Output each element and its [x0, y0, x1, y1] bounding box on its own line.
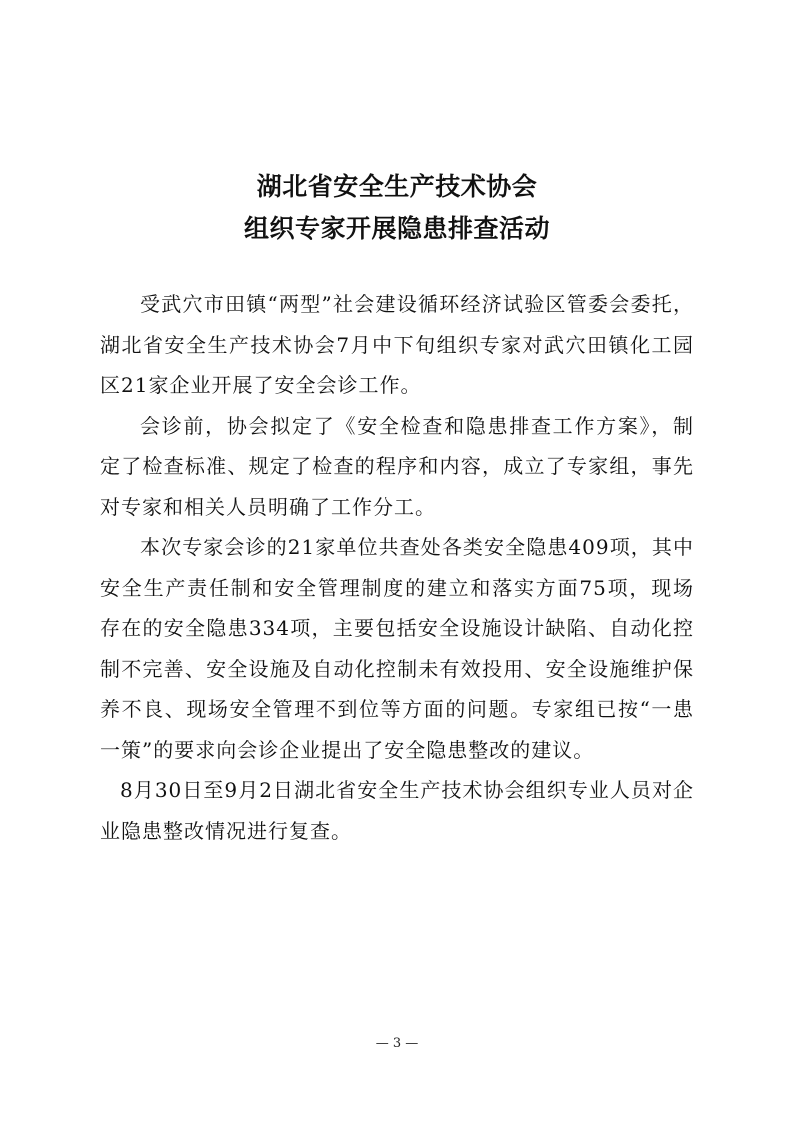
document-body — [100, 284, 694, 851]
paragraph-1: 受武穴市田镇“两型”社会建设循环经济试验区管委会委托，湖北省安全生产技术协会7月中下旬组织专家对武穴田镇化工园区21家企业开展了安全会诊工作。 — [100, 292, 694, 397]
title-line-2: 组织专家开展隐患排查活动 — [243, 214, 550, 243]
paragraph-3: 本次专家会诊的21家单位共查处各类安全隐患409项，其中安全生产责任制和安全管理制度的建立和落实方面75项，现场存在的安全隐患334项，主要包括安全设施设计缺陷、自动化控制不完善、安全设施及自动化控制未有效投用、安全设施维护保养不良、现场安全管理不到位等方面的问题。专家组已按“一患一策”的要求向会诊企业提出了安全隐患整改的建议。 — [100, 535, 694, 762]
title-line-1: 湖北省安全生产技术协会 — [256, 172, 538, 201]
paragraph-4: 8月30日至9月2日湖北省安全生产技术协会组织专业人员对企业隐患整改情况进行复查。 — [100, 778, 694, 843]
document-title — [0, 166, 794, 250]
page-number: — 3 — — [375, 1036, 419, 1051]
paragraph-2: 会诊前，协会拟定了《安全检查和隐患排查工作方案》，制定了检查标准、规定了检查的程序和内容，成立了专家组，事先对专家和相关人员明确了工作分工。 — [100, 413, 694, 519]
